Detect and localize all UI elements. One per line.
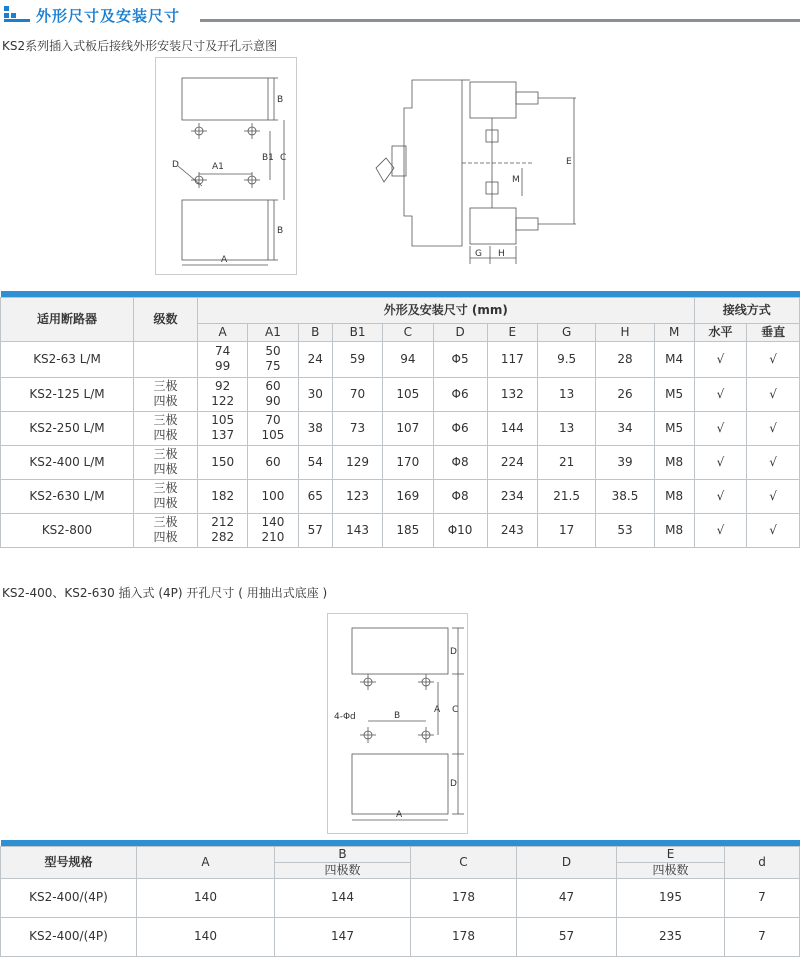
cell-h: √	[694, 341, 747, 377]
cell-b1: 70	[332, 377, 382, 411]
label-C: C	[280, 153, 287, 163]
cell-b1: 59	[332, 341, 382, 377]
cell-a-line: 137	[211, 428, 235, 442]
table-row	[1, 377, 800, 411]
cell-a	[198, 513, 248, 547]
cell-b: 30	[298, 377, 332, 411]
cell-a-line: 182	[211, 488, 235, 503]
cell-model: KS2-630 L/M	[1, 479, 134, 513]
cell-m: M5	[654, 377, 694, 411]
page-title: 外形尺寸及安装尺寸	[36, 7, 181, 25]
cell-a1-line: 90	[265, 394, 281, 408]
header-dims: 外形及安装尺寸 (mm)	[198, 297, 695, 323]
t2-header-C: C	[411, 846, 517, 878]
cell-model: KS2-63 L/M	[1, 341, 134, 377]
subheader-b: B	[298, 323, 332, 341]
subheader-wiring-0: 水平	[694, 323, 747, 341]
subheader-m: M	[654, 323, 694, 341]
cell-b1: 123	[332, 479, 382, 513]
header-grade: 级数	[134, 297, 198, 341]
cell-2: 144	[275, 878, 411, 917]
cell-h: 53	[596, 513, 654, 547]
cell-m: M8	[654, 479, 694, 513]
cell-a1	[248, 341, 298, 377]
cell-b: 65	[298, 479, 332, 513]
cell-grade-line: 三极	[153, 413, 178, 427]
cell-a-line: 212	[211, 515, 235, 529]
cell-a1-line: 60	[265, 454, 281, 469]
cell-b: 38	[298, 411, 332, 445]
cell-a-line: 105	[211, 413, 235, 427]
table-row	[1, 917, 800, 956]
cell-h: 38.5	[596, 479, 654, 513]
cell-v: √	[747, 411, 800, 445]
cutout-diagram	[155, 57, 297, 275]
cell-d: Φ8	[433, 479, 487, 513]
cell-a1-line: 210	[261, 530, 285, 544]
cell-grade-line: 三极	[153, 515, 178, 529]
cell-model: KS2-400 L/M	[1, 445, 134, 479]
cell-a	[198, 377, 248, 411]
label-D: D	[172, 160, 179, 170]
cell-grade-line: 三极	[153, 447, 178, 461]
section-header	[0, 0, 800, 30]
cell-a1	[248, 377, 298, 411]
subheader-d: D	[433, 323, 487, 341]
table-row	[1, 878, 800, 917]
cell-c: 105	[383, 377, 433, 411]
cell-grade-line: 四极	[153, 394, 178, 408]
side-view-drawing	[362, 68, 592, 272]
subheader-b1: B1	[332, 323, 382, 341]
cell-0: KS2-400/(4P)	[1, 917, 137, 956]
cell-grade	[134, 341, 198, 377]
cell-grade-line: 四极	[153, 530, 178, 544]
cell-a1	[248, 479, 298, 513]
cell-a1-line: 60	[265, 379, 281, 393]
side-view-diagram	[362, 68, 592, 272]
cell-a	[198, 479, 248, 513]
cell-a1-line: 100	[261, 488, 285, 503]
cell-0: KS2-400/(4P)	[1, 878, 137, 917]
cell-c: 169	[383, 479, 433, 513]
subheader-a: A	[198, 323, 248, 341]
t2-header-D: D	[517, 846, 617, 878]
cell-h: √	[694, 445, 747, 479]
cell-grade	[134, 513, 198, 547]
cell-a	[198, 445, 248, 479]
subheader-wiring-1: 垂直	[747, 323, 800, 341]
cell-grade	[134, 479, 198, 513]
cell-e: 117	[487, 341, 537, 377]
cell-b: 24	[298, 341, 332, 377]
cell-h: √	[694, 479, 747, 513]
cell-m: M4	[654, 341, 694, 377]
subheader-a1: A1	[248, 323, 298, 341]
subheader-e: E	[487, 323, 537, 341]
label-H: H	[498, 249, 505, 259]
cell-1: 140	[137, 917, 275, 956]
t2-sub-B: 四极数	[275, 862, 411, 878]
cell-a	[198, 411, 248, 445]
header-wiring: 接线方式	[694, 297, 799, 323]
header-divider	[200, 19, 800, 22]
cell-5: 195	[617, 878, 725, 917]
cell-grade-line: 四极	[153, 428, 178, 442]
cell-g: 13	[537, 377, 595, 411]
cell-a-line: 122	[211, 394, 235, 408]
cutout-4p-drawing	[328, 614, 467, 833]
cell-a	[198, 341, 248, 377]
label-hole: 4-Φd	[334, 712, 356, 722]
cell-a1-line: 70	[265, 413, 281, 427]
cutout-4p-table	[0, 840, 800, 957]
cell-a1-line: 50	[265, 344, 281, 358]
cell-3: 178	[411, 878, 517, 917]
cell-a1	[248, 513, 298, 547]
cell-d: Φ8	[433, 445, 487, 479]
cell-a1-line: 105	[261, 428, 285, 442]
cell-v: √	[747, 445, 800, 479]
cell-e: 243	[487, 513, 537, 547]
table-row	[1, 445, 800, 479]
cell-a1	[248, 411, 298, 445]
cell-c: 185	[383, 513, 433, 547]
cell-h: √	[694, 513, 747, 547]
t2-header-d: d	[725, 846, 800, 878]
t2-header-model: 型号规格	[1, 846, 137, 878]
cell-d: Φ5	[433, 341, 487, 377]
table-row	[1, 479, 800, 513]
cell-grade-line: 四极	[153, 496, 178, 510]
cell-h: 26	[596, 377, 654, 411]
table-row	[1, 513, 800, 547]
cell-4: 57	[517, 917, 617, 956]
cell-a-line: 150	[211, 454, 235, 469]
cutout-4p-diagram	[327, 613, 468, 834]
label-C: C	[452, 705, 459, 715]
table-row	[1, 411, 800, 445]
cell-a-line: 99	[215, 359, 231, 373]
cell-e: 224	[487, 445, 537, 479]
cell-grade-line: 四极	[153, 462, 178, 476]
cell-h: √	[694, 377, 747, 411]
cell-g: 21	[537, 445, 595, 479]
cell-d: Φ6	[433, 411, 487, 445]
cell-a1	[248, 445, 298, 479]
cell-v: √	[747, 479, 800, 513]
t2-sub-E: 四极数	[617, 862, 725, 878]
cell-d: Φ6	[433, 377, 487, 411]
cell-e: 144	[487, 411, 537, 445]
cell-b: 57	[298, 513, 332, 547]
header-model: 适用断路器	[1, 297, 134, 341]
label-D-bottom: D	[450, 779, 457, 789]
t2-header-E: E	[617, 846, 725, 862]
label-B1: B1	[262, 153, 274, 163]
subheader-c: C	[383, 323, 433, 341]
cell-m: M5	[654, 411, 694, 445]
cell-m: M8	[654, 513, 694, 547]
dimension-table	[0, 291, 800, 548]
label-M: M	[512, 175, 520, 185]
section2-title: KS2-400、KS2-630 插入式 (4P) 开孔尺寸 ( 用抽出式底座 )	[2, 586, 328, 600]
cell-h: √	[694, 411, 747, 445]
t2-header-B: B	[275, 846, 411, 862]
cell-d: Φ10	[433, 513, 487, 547]
cell-b1: 143	[332, 513, 382, 547]
cell-a-line: 92	[215, 379, 231, 393]
cell-v: √	[747, 377, 800, 411]
cell-grade	[134, 445, 198, 479]
label-A: A	[396, 810, 403, 820]
label-E: E	[566, 157, 572, 167]
cell-2: 147	[275, 917, 411, 956]
cell-6: 7	[725, 917, 800, 956]
label-B: B	[394, 711, 401, 721]
cell-a1-line: 140	[261, 515, 285, 529]
label-A1: A1	[212, 162, 224, 172]
cell-grade	[134, 411, 198, 445]
cell-g: 13	[537, 411, 595, 445]
subheader-g: G	[537, 323, 595, 341]
cell-v: √	[747, 513, 800, 547]
cell-1: 140	[137, 878, 275, 917]
cell-g: 21.5	[537, 479, 595, 513]
cell-6: 7	[725, 878, 800, 917]
label-G: G	[475, 249, 482, 259]
cell-model: KS2-250 L/M	[1, 411, 134, 445]
subheader-h: H	[596, 323, 654, 341]
cell-g: 17	[537, 513, 595, 547]
label-D-top: D	[450, 647, 457, 657]
cell-a1-line: 75	[265, 359, 281, 373]
cell-5: 235	[617, 917, 725, 956]
cell-a-line: 282	[211, 530, 235, 544]
cell-h: 28	[596, 341, 654, 377]
section1-title: KS2系列插入式板后接线外形安装尺寸及开孔示意图	[2, 39, 278, 53]
cutout-drawing	[156, 58, 296, 274]
cell-b1: 129	[332, 445, 382, 479]
cell-a-line: 74	[215, 344, 231, 358]
label-A-vert: A	[434, 705, 441, 715]
cell-m: M8	[654, 445, 694, 479]
cell-e: 132	[487, 377, 537, 411]
table-row	[1, 341, 800, 377]
cell-4: 47	[517, 878, 617, 917]
cell-3: 178	[411, 917, 517, 956]
label-B-bottom: B	[277, 226, 284, 236]
header-squares-icon	[4, 6, 30, 22]
label-B-top: B	[277, 95, 284, 105]
cell-model: KS2-800	[1, 513, 134, 547]
cell-grade-line: 三极	[153, 481, 178, 495]
cell-b: 54	[298, 445, 332, 479]
cell-v: √	[747, 341, 800, 377]
cell-c: 107	[383, 411, 433, 445]
cell-h: 39	[596, 445, 654, 479]
cell-h: 34	[596, 411, 654, 445]
cell-model: KS2-125 L/M	[1, 377, 134, 411]
t2-header-A: A	[137, 846, 275, 878]
cell-e: 234	[487, 479, 537, 513]
cell-c: 170	[383, 445, 433, 479]
cell-grade	[134, 377, 198, 411]
cell-g: 9.5	[537, 341, 595, 377]
cell-c: 94	[383, 341, 433, 377]
label-A: A	[221, 255, 228, 265]
cell-b1: 73	[332, 411, 382, 445]
cell-grade-line: 三极	[153, 379, 178, 393]
